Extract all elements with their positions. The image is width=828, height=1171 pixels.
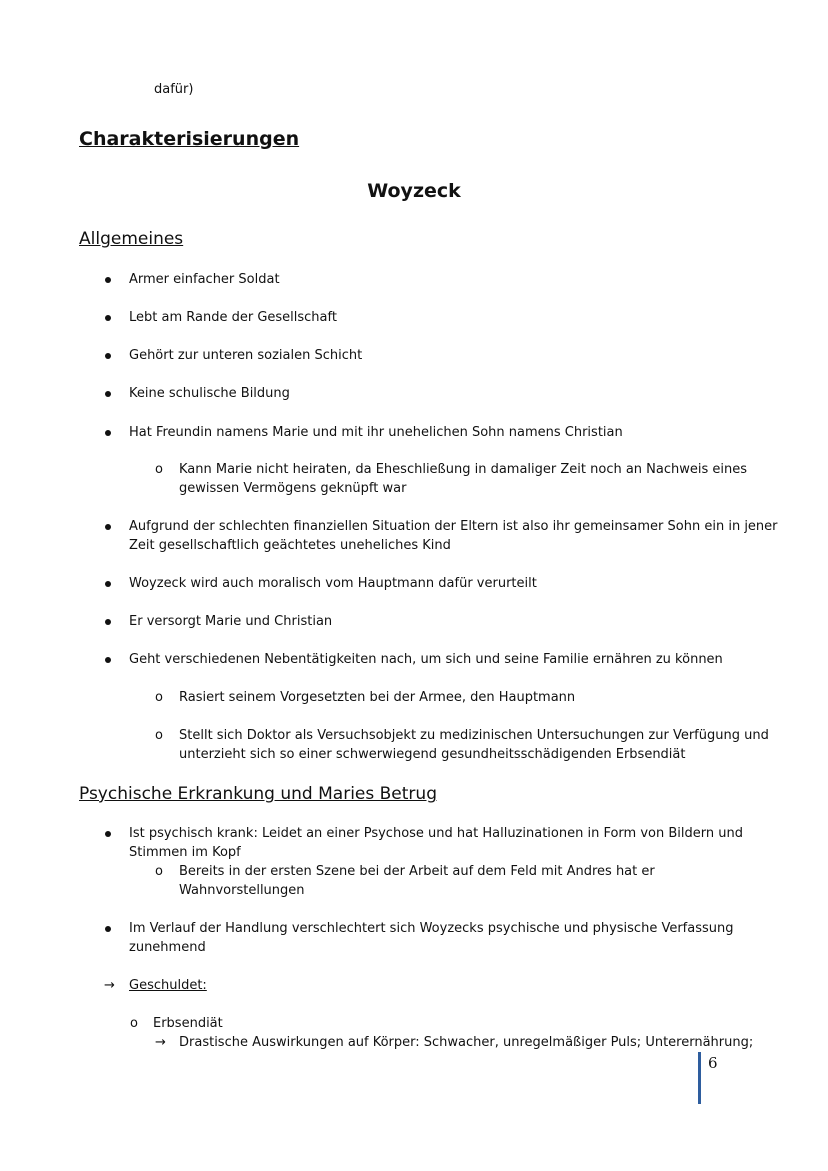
list-item-line: Zeit gesellschaftlich geächtetes uneheliches Kind (129, 538, 451, 553)
sub-item: Erbsendiät (153, 1016, 223, 1031)
arrow-right-icon: → (104, 978, 115, 993)
sub-sub-item: Drastische Auswirkungen auf Körper: Schwacher, unregelmäßiger Puls; Unterernährung; (179, 1035, 754, 1050)
bullet-icon (105, 277, 111, 283)
sub-item-line: Bereits in der ersten Szene bei der Arbeit auf dem Feld mit Andres hat er (179, 864, 655, 879)
list-item-line: Stimmen im Kopf (129, 845, 241, 860)
list-item-line: zunehmend (129, 940, 206, 955)
circle-bullet-icon: o (155, 864, 163, 879)
heading-psychische-erkrankung: Psychische Erkrankung und Maries Betrug (79, 784, 437, 804)
sub-item-line: Wahnvorstellungen (179, 883, 305, 898)
list-item: Gehört zur unteren sozialen Schicht (129, 348, 363, 363)
bullet-icon (105, 353, 111, 359)
section-title: Charakterisierungen (79, 128, 300, 150)
bullet-icon (105, 619, 111, 625)
bullet-icon (105, 315, 111, 321)
character-title: Woyzeck (367, 180, 461, 202)
list-item: Hat Freundin namens Marie und mit ihr unehelichen Sohn namens Christian (129, 425, 623, 440)
sub-item-line: Stellt sich Doktor als Versuchsobjekt zu medizinischen Untersuchungen zur Verfügung und (179, 728, 769, 743)
page-number-bar (698, 1052, 701, 1104)
sub-item-line: gewissen Vermögens geknüpft war (179, 481, 407, 496)
geschuldet-label: Geschuldet: (129, 978, 207, 993)
list-item: Geht verschiedenen Nebentätigkeiten nach, um sich und seine Familie ernähren zu können (129, 652, 723, 667)
sub-item-line: unterzieht sich so einer schwerwiegend gesundheitsschädigenden Erbsendiät (179, 747, 686, 762)
list-item: Keine schulische Bildung (129, 386, 290, 401)
list-item: Er versorgt Marie und Christian (129, 614, 333, 629)
bullet-icon (105, 391, 111, 397)
top-fragment: dafür) (154, 82, 194, 97)
list-item-line: Ist psychisch krank: Leidet an einer Psychose und hat Halluzinationen in Form von Bildern und (129, 826, 743, 841)
list-item: Armer einfacher Soldat (129, 272, 280, 287)
circle-bullet-icon: o (155, 462, 163, 477)
bullet-icon (105, 657, 111, 663)
sub-item-line: Kann Marie nicht heiraten, da Eheschließung in damaliger Zeit noch an Nachweis eines (179, 462, 748, 477)
sub-item: Rasiert seinem Vorgesetzten bei der Armee, den Hauptmann (179, 690, 576, 705)
list-item: Woyzeck wird auch moralisch vom Hauptmann dafür verurteilt (129, 576, 537, 591)
page-number: 6 (708, 1054, 718, 1072)
bullet-icon (105, 524, 111, 530)
list-item-line: Aufgrund der schlechten finanziellen Situation der Eltern ist also ihr gemeinsamer Sohn ein in jener (129, 519, 778, 534)
bullet-icon (105, 430, 111, 436)
bullet-icon (105, 581, 111, 587)
list-item-line: Im Verlauf der Handlung verschlechtert sich Woyzecks psychische und physische Verfassung (129, 921, 734, 936)
circle-bullet-icon: o (130, 1016, 138, 1031)
bullet-icon (105, 926, 111, 932)
circle-bullet-icon: o (155, 728, 163, 743)
bullet-icon (105, 831, 111, 837)
heading-allgemeines: Allgemeines (79, 229, 184, 249)
circle-bullet-icon: o (155, 690, 163, 705)
arrow-right-icon: → (155, 1035, 166, 1050)
list-item: Lebt am Rande der Gesellschaft (129, 310, 337, 325)
